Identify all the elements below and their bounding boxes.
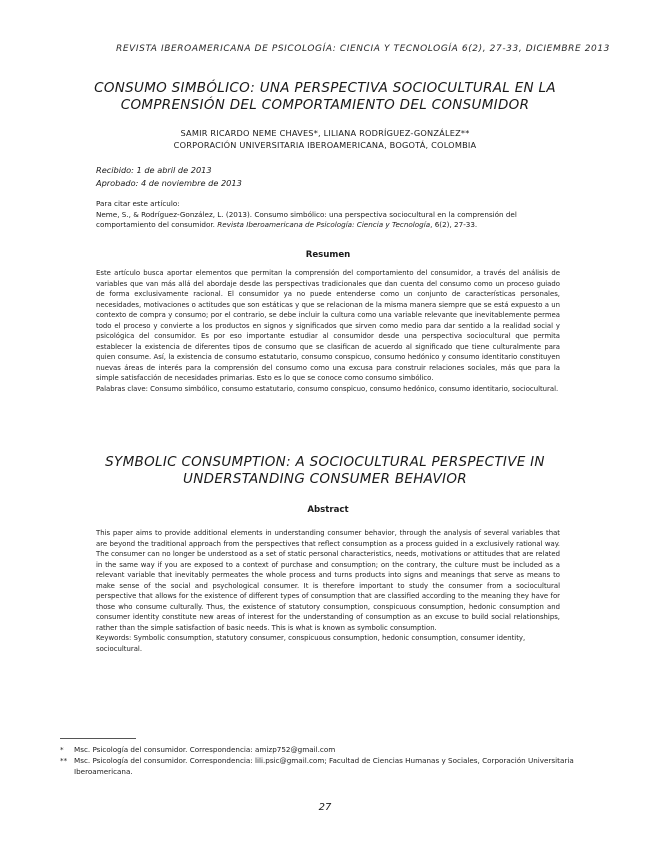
title-line: COMPRENSIÓN DEL COMPORTAMIENTO DEL CONSUMIDOR xyxy=(120,97,530,113)
title-line: SYMBOLIC CONSUMPTION: A SOCIOCULTURAL PERSPECTIVE IN xyxy=(105,454,545,470)
abstract-keywords: Keywords: Symbolic consumption, statutory consumer, conspicuous consumption, hedonic consumption, consumer identity, sociocultural. xyxy=(96,634,526,654)
footnote-text: Msc. Psicología del consumidor. Correspondencia: lili.psic@gmail.com; Facultad de Ciencias Humanas y Sociales, Corporación Universitaria Iberoamericana. xyxy=(74,756,574,776)
footnote-text: Msc. Psicología del consumidor. Correspondencia: amizp752@gmail.com xyxy=(74,745,336,754)
resumen-body xyxy=(96,268,560,395)
article-title-english xyxy=(70,454,580,488)
article-title-spanish xyxy=(70,80,580,114)
abstract-paragraph: This paper aims to provide additional elements in understanding consumer behavior, through the analysis of several variables that are beyond the traditional approach from the perspectives that reflect consumption as a process guided in a exclusively rational way. The consumer can no longer be understood as a set of static personal characteristics, needs, motivations or attitudes that are related in the same way if you are exposed to a context of purchase and consumption; on the contrary, the culture must be included as a relevant variable that inevitably permeates the whole process and turns products into signs and meanings that serve as means to make sense of the social and psychological consumer. It is therefore important to study the consumer from a sociocultural perspective that allows for the existence of different types of consumption that are classified according to the meaning they have for those who consume culturally. Thus, the existence of statutory consumption, conspicuous consumption, hedonic consumption and consumer identity constitute new areas of interest for the understanding of consumption as an excuse to build social relationships, rather than the simple satisfaction of basic needs. This is what is known as symbolic consumption. xyxy=(96,529,560,632)
received-date: Recibido: 1 de abril de 2013 xyxy=(96,165,212,175)
citation-volume: , 6(2), 27-33. xyxy=(430,220,478,229)
footnote-divider xyxy=(60,738,136,739)
resumen-paragraph: Este artículo busca aportar elementos que permitan la comprensión del comportamiento del consumidor, a través del análisis de variables que van más allá del abordaje desde las perspectivas tradicionales que dan cuenta del consumo como un proceso guiado de forma exclusivamente racional. El consumidor ya no puede entenderse como un conjunto de características personales, necesidades, motivaciones o actitudes que son estáticas y que se relacionan de la misma manera siempre que se está expuesto a un contexto de compra y consumo; por el contrario, se debe incluir la cultura como una variable relevante que inevitablemente permea todo el proceso y convierte a los productos en signos y significados que sirven como medio para dar sentido a la realidad social y psicológica del consumidor. Es por eso importante estudiar al consumidor desde una perspectiva sociocultural que permita establecer la existencia de diferentes tipos de consumo que se clasifican de acuerdo al significado que tiene culturalmente para quien consume. Así, la existencia de consumo estatutario, consumo conspicuo, consumo hedónico y consumo identitario constituyen nuevas áreas de interés para la comprensión del consumo como una excusa para construir relaciones sociales, más que para la simple satisfacción de necesidades primarias. Esto es lo que se conoce como consumo simbólico. xyxy=(96,269,560,383)
footnote xyxy=(60,744,590,755)
resumen-heading: Resumen xyxy=(305,250,351,260)
approved-date: Aprobado: 4 de noviembre de 2013 xyxy=(96,178,242,188)
running-header: REVISTA IBEROAMERICANA DE PSICOLOGÍA: CIENCIA Y TECNOLOGÍA 6(2), 27-33, DICIEMBRE 2013 xyxy=(116,44,610,54)
citation-authors: Neme, S., & Rodríguez-González, L. (2013). Consumo simbólico: una perspectiva sociocultural en la comprensión del comportamiento del consumidor. xyxy=(96,209,517,229)
footnote-mark: ** xyxy=(60,756,68,765)
article-dates xyxy=(96,164,556,190)
author-affiliation: CORPORACIÓN UNIVERSITARIA IBEROAMERICANA, BOGOTÁ, COLOMBIA xyxy=(173,140,477,150)
author-names: SAMIR RICARDO NEME CHAVES*, LILIANA RODRÍGUEZ-GONZÁLEZ** xyxy=(180,128,470,138)
abstract-heading: Abstract xyxy=(307,505,349,515)
footnote-mark: * xyxy=(60,745,64,754)
page-number: 27 xyxy=(318,802,332,813)
footnotes xyxy=(60,744,590,777)
title-line: CONSUMO SIMBÓLICO: UNA PERSPECTIVA SOCIOCULTURAL EN LA xyxy=(94,80,556,96)
author-block xyxy=(60,127,590,151)
resumen-keywords: Palabras clave: Consumo simbólico, consumo estatutario, consumo conspicuo, consumo hedónico, consumo identitario, sociocultural. xyxy=(96,385,559,394)
citation-block xyxy=(96,199,560,231)
citation-label: Para citar este artículo: xyxy=(96,199,180,208)
citation-journal: Revista Iberoamericana de Psicología: Ciencia y Tecnología xyxy=(217,220,431,229)
title-line: UNDERSTANDING CONSUMER BEHAVIOR xyxy=(183,471,467,487)
abstract-body xyxy=(96,528,560,655)
footnote xyxy=(60,755,590,777)
